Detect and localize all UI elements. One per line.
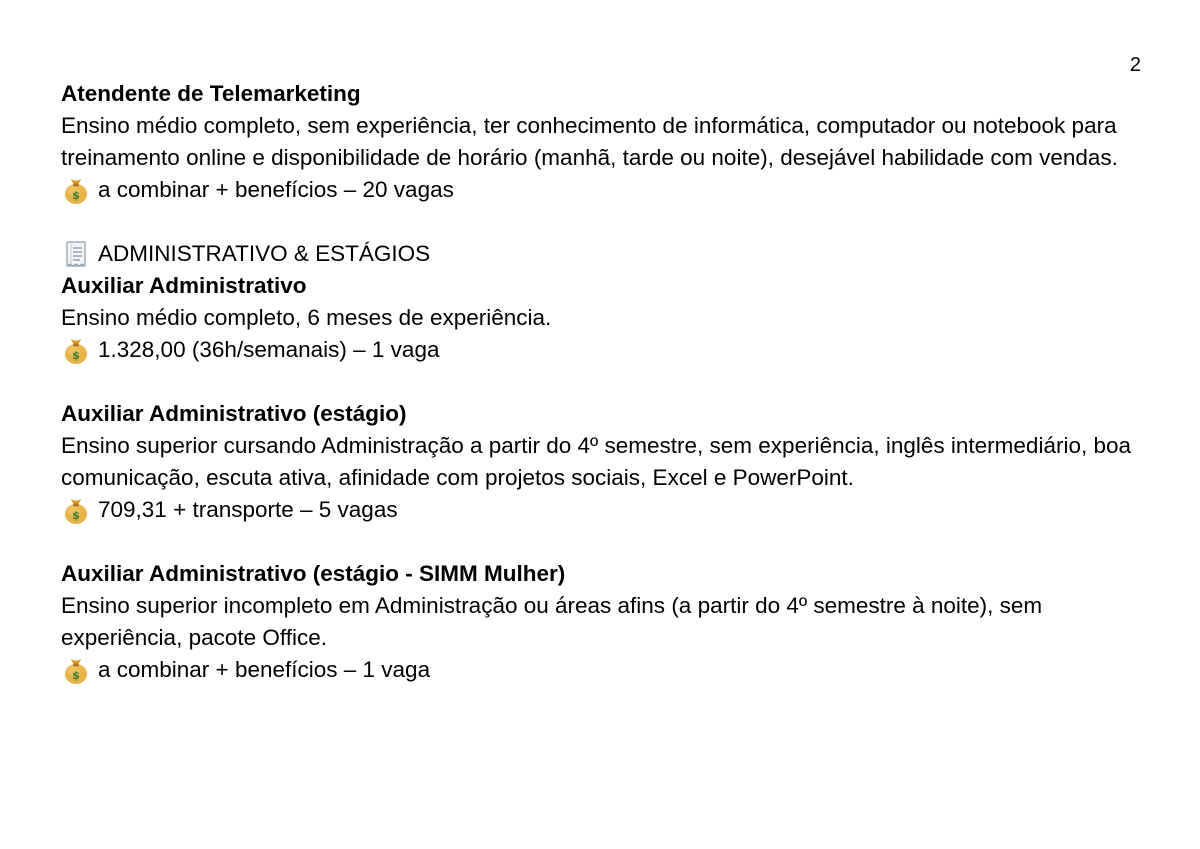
job-description: Ensino médio completo, 6 meses de experiência. (61, 305, 552, 330)
spacer (61, 526, 1151, 558)
svg-text:$: $ (72, 189, 80, 202)
salary-text: 709,31 + transporte – 5 vagas (98, 497, 398, 522)
spacer (61, 206, 1151, 238)
money-bag-icon (61, 175, 91, 205)
job-title: Auxiliar Administrativo (61, 273, 307, 298)
job-description: Ensino médio completo, sem experiência, ter conhecimento de informática, computador ou notebook para treinamento online e disponibilidade de horário (manhã, tarde ou noite), desejável habilidade com vendas. (61, 113, 1118, 170)
salary-text: a combinar + benefícios – 20 vagas (98, 177, 454, 202)
section-heading (61, 238, 1151, 270)
svg-text:$: $ (72, 349, 80, 362)
money-bag-icon (61, 335, 91, 365)
job-description: Ensino superior cursando Administração a partir do 4º semestre, sem experiência, inglês intermediário, boa comunicação, escuta ativa, afinidade com projetos sociais, Excel e PowerPoint. (61, 433, 1132, 490)
ledger-icon (61, 239, 91, 269)
salary-text: 1.328,00 (36h/semanais) – 1 vaga (98, 337, 440, 362)
job-title: Auxiliar Administrativo (estágio) (61, 401, 407, 426)
money-bag-icon (61, 655, 91, 685)
page-number: 2 (1129, 54, 1141, 76)
svg-text:$: $ (72, 509, 80, 522)
job-title: Atendente de Telemarketing (61, 81, 361, 106)
job-salary-line (61, 494, 1151, 526)
job-listing (61, 398, 1151, 526)
job-salary-line (61, 334, 1151, 366)
job-salary-line (61, 654, 1151, 686)
job-listing (61, 78, 1151, 206)
svg-text:$: $ (72, 669, 80, 682)
job-salary-line (61, 174, 1151, 206)
salary-text: a combinar + benefícios – 1 vaga (98, 657, 431, 682)
job-title: Auxiliar Administrativo (estágio - SIMM Mulher) (61, 561, 566, 586)
document-body (61, 78, 1151, 686)
section-heading-text: ADMINISTRATIVO & ESTÁGIOS (98, 241, 431, 266)
money-bag-icon (61, 495, 91, 525)
job-description: Ensino superior incompleto em Administração ou áreas afins (a partir do 4º semestre à noite), sem experiência, pacote Office. (61, 593, 1043, 650)
spacer (61, 366, 1151, 398)
job-listing (61, 558, 1151, 686)
job-listing (61, 270, 1151, 366)
